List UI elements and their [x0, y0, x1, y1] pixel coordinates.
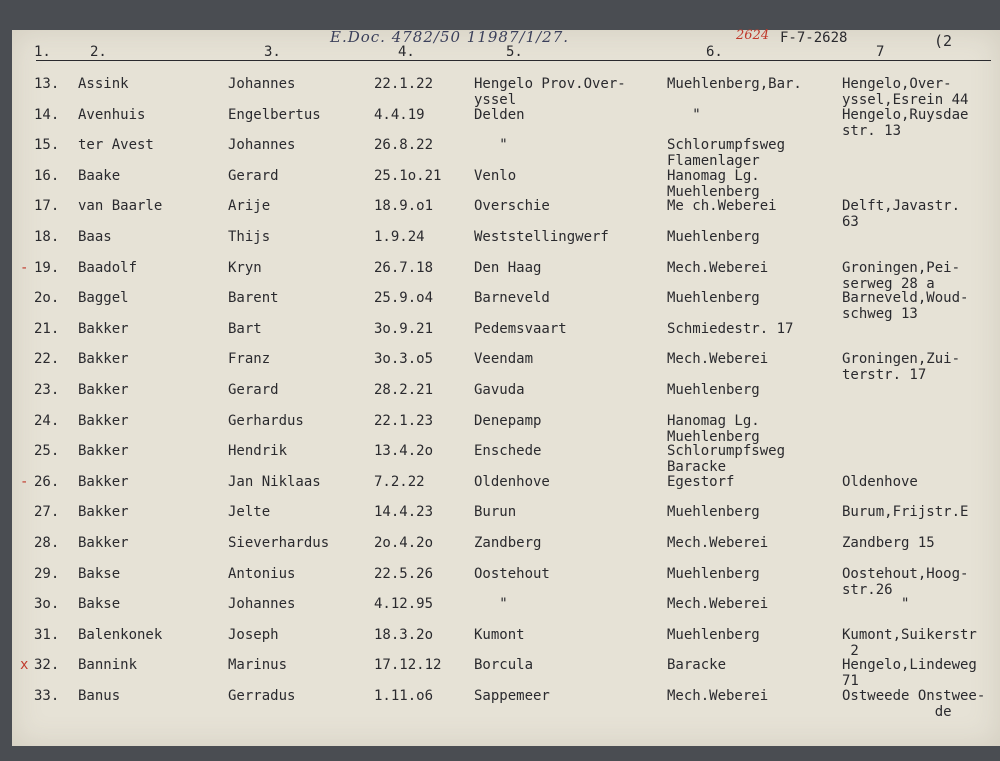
entry-number: 14.: [34, 106, 60, 123]
birthplace: Denepamp: [474, 412, 542, 429]
column-header-5: 5.: [506, 44, 523, 60]
birth-date: 7.2.22: [374, 473, 425, 490]
entry-number: 28.: [34, 535, 60, 551]
birth-date: 1.9.24: [374, 229, 425, 245]
table-row: [12, 566, 1000, 596]
table-row: [12, 351, 1000, 384]
home-address: Zandberg 15: [842, 535, 935, 551]
birth-date: 22.5.26: [374, 565, 434, 582]
entry-number: 2o.: [34, 290, 60, 307]
birth-date: 4.4.19: [374, 106, 425, 123]
given-name: Antonius: [228, 565, 296, 582]
page-number: (2: [934, 32, 953, 50]
surname: Bakker: [78, 320, 129, 337]
home-address: Hengelo,Over- yssel,Esrein 44: [842, 76, 969, 108]
entry-number: 18.: [34, 229, 60, 245]
home-address: Kumont,Suikerstr 2: [842, 626, 977, 659]
surname: Assink: [78, 76, 129, 92]
surname: Avenhuis: [78, 106, 146, 123]
birthplace: Gavuda: [474, 382, 525, 398]
home-address: Groningen,Pei- serweg 28 a: [842, 259, 961, 292]
column-header-3: 3.: [264, 44, 281, 60]
camp-location: Schlorumpfsweg Baracke: [667, 443, 786, 476]
camp-location: Mech.Weberei: [667, 688, 769, 704]
given-name: Gerradus: [228, 688, 296, 704]
given-name: Jan Niklaas: [228, 473, 321, 490]
table-row: [12, 627, 1000, 657]
margin-mark: -: [20, 259, 29, 276]
birthplace: Sappemeer: [474, 688, 550, 704]
entry-number: 23.: [34, 382, 60, 398]
column-header-1: 1.: [34, 44, 51, 60]
birthplace: ": [474, 137, 508, 154]
given-name: Johannes: [228, 137, 296, 154]
entry-number: 16.: [34, 167, 60, 184]
entry-number: 25.: [34, 443, 60, 460]
given-name: Gerard: [228, 167, 279, 184]
given-name: Bart: [228, 320, 262, 337]
birth-date: 4.12.95: [374, 596, 434, 613]
surname: Bakker: [78, 443, 129, 460]
surname: Bakker: [78, 412, 129, 429]
table-row: [12, 382, 1000, 412]
home-address: Ostweede Onstwee- de: [842, 688, 986, 720]
table-row: [12, 76, 1000, 106]
entry-number: 32.: [34, 657, 60, 674]
home-address: Groningen,Zui- terstr. 17: [842, 351, 961, 384]
camp-location: ": [667, 106, 701, 123]
camp-location: Mech.Weberei: [667, 351, 769, 368]
margin-mark: x: [20, 657, 29, 674]
given-name: Sieverhardus: [228, 535, 330, 551]
entry-number: 26.: [34, 473, 60, 490]
surname: Balenkonek: [78, 626, 163, 643]
surname: Bakker: [78, 473, 129, 490]
birthplace: Den Haag: [474, 259, 542, 276]
entry-number: 33.: [34, 688, 60, 704]
column-header-6: 6.: [706, 44, 723, 60]
birthplace: Kumont: [474, 626, 525, 643]
given-name: Jelte: [228, 504, 271, 521]
birthplace: Oostehout: [474, 565, 550, 582]
birthplace: Weststellingwerf: [474, 229, 609, 245]
given-name: Johannes: [228, 596, 296, 613]
surname: Baas: [78, 229, 112, 245]
entry-number: 24.: [34, 412, 60, 429]
birthplace: Venlo: [474, 167, 517, 184]
table-row: [12, 198, 1000, 231]
surname: Baggel: [78, 290, 129, 307]
entry-number: 22.: [34, 351, 60, 368]
table-row: [12, 413, 1000, 443]
birth-date: 28.2.21: [374, 382, 434, 398]
given-name: Thijs: [228, 229, 271, 245]
birth-date: 17.12.12: [374, 657, 442, 674]
camp-location: Muehlenberg: [667, 504, 760, 521]
given-name: Engelbertus: [228, 106, 321, 123]
birth-date: 25.9.o4: [374, 290, 434, 307]
home-address: Hengelo,Ruysdae str. 13: [842, 106, 969, 139]
birthplace: Veendam: [474, 351, 534, 368]
given-name: Arije: [228, 198, 271, 215]
table-row: [12, 504, 1000, 534]
table-row: [12, 535, 1000, 565]
table-row: [12, 474, 1000, 504]
camp-location: Muehlenberg: [667, 565, 760, 582]
camp-location: Muehlenberg: [667, 229, 760, 245]
handwritten-reference: E.Doc. 4782/50 11987/1/27.: [330, 28, 570, 46]
surname: Banus: [78, 688, 121, 704]
camp-location: Schlorumpfsweg Flamenlager: [667, 137, 786, 170]
birth-date: 3o.3.o5: [374, 351, 434, 368]
birth-date: 22.1.23: [374, 412, 434, 429]
document-page: [12, 30, 1000, 746]
camp-location: Muehlenberg: [667, 382, 760, 398]
surname: Baadolf: [78, 259, 138, 276]
birthplace: Borcula: [474, 657, 534, 674]
birth-date: 18.9.o1: [374, 198, 434, 215]
entry-number: 31.: [34, 626, 60, 643]
birth-date: 18.3.2o: [374, 626, 434, 643]
entry-number: 19.: [34, 259, 60, 276]
home-address: Burum,Frijstr.E: [842, 504, 969, 521]
table-row: [12, 229, 1000, 259]
camp-location: Baracke: [667, 657, 727, 674]
table-row: [12, 168, 1000, 198]
home-address: Delft,Javastr. 63: [842, 198, 961, 231]
birth-date: 2o.4.2o: [374, 535, 434, 551]
camp-location: Mech.Weberei: [667, 596, 769, 613]
birthplace: Overschie: [474, 198, 550, 215]
birth-date: 26.7.18: [374, 259, 434, 276]
surname: Bakse: [78, 565, 121, 582]
birth-date: 26.8.22: [374, 137, 434, 154]
table-row: [12, 107, 1000, 137]
camp-location: Schmiedestr. 17: [667, 320, 794, 337]
birthplace: Oldenhove: [474, 473, 550, 490]
home-address: ": [842, 596, 910, 613]
birthplace: Zandberg: [474, 535, 542, 551]
camp-location: Egestorf: [667, 473, 735, 490]
birthplace: Hengelo Prov.Over- yssel: [474, 76, 626, 108]
birth-date: 14.4.23: [374, 504, 434, 521]
birthplace: Delden: [474, 106, 525, 123]
camp-location: Me ch.Weberei: [667, 198, 777, 215]
column-header-7: 7: [876, 44, 885, 60]
entry-number: 27.: [34, 504, 60, 521]
table-row: [12, 596, 1000, 626]
birthplace: Barneveld: [474, 290, 550, 307]
birth-date: 1.11.o6: [374, 688, 434, 704]
entry-number: 29.: [34, 565, 60, 582]
birth-date: 25.1o.21: [374, 167, 442, 184]
given-name: Joseph: [228, 626, 279, 643]
header-rule: [36, 60, 991, 61]
entry-number: 17.: [34, 198, 60, 215]
table-row: [12, 688, 1000, 718]
entry-number: 13.: [34, 76, 60, 92]
birth-date: 13.4.2o: [374, 443, 434, 460]
entry-number: 21.: [34, 320, 60, 337]
surname: Bakker: [78, 535, 129, 551]
camp-location: Muehlenberg,Bar.: [667, 76, 802, 92]
column-header-4: 4.: [398, 44, 415, 60]
table-row: [12, 443, 1000, 476]
surname: van Baarle: [78, 198, 163, 215]
table-row: [12, 260, 1000, 290]
margin-mark: -: [20, 473, 29, 490]
stamp-number: 2624: [736, 28, 770, 43]
camp-location: Mech.Weberei: [667, 535, 769, 551]
birth-date: 3o.9.21: [374, 320, 434, 337]
camp-location: Muehlenberg: [667, 290, 760, 307]
table-row: [12, 657, 1000, 690]
entry-number: 15.: [34, 137, 60, 154]
given-name: Barent: [228, 290, 279, 307]
camp-location: Muehlenberg: [667, 626, 760, 643]
given-name: Johannes: [228, 76, 296, 92]
table-row: [12, 290, 1000, 323]
given-name: Kryn: [228, 259, 262, 276]
surname: Bakker: [78, 351, 129, 368]
table-row: [12, 137, 1000, 170]
home-address: Oldenhove: [842, 473, 918, 490]
birthplace: Pedemsvaart: [474, 320, 567, 337]
given-name: Gerhardus: [228, 412, 304, 429]
camp-location: Hanomag Lg. Muehlenberg: [667, 167, 760, 200]
birthplace: Burun: [474, 504, 517, 521]
surname: Bakker: [78, 504, 129, 521]
birthplace: Enschede: [474, 443, 542, 460]
camp-location: Mech.Weberei: [667, 259, 769, 276]
birth-date: 22.1.22: [374, 76, 434, 92]
document-reference: F-7-2628: [780, 30, 848, 46]
surname: Bakse: [78, 596, 121, 613]
given-name: Franz: [228, 351, 271, 368]
home-address: Oostehout,Hoog- str.26: [842, 565, 969, 598]
surname: ter Avest: [78, 137, 154, 154]
given-name: Hendrik: [228, 443, 288, 460]
surname: Bakker: [78, 382, 129, 398]
table-row: [12, 321, 1000, 351]
given-name: Gerard: [228, 382, 279, 398]
entry-number: 3o.: [34, 596, 60, 613]
given-name: Marinus: [228, 657, 288, 674]
home-address: Barneveld,Woud- schweg 13: [842, 290, 969, 323]
surname: Bannink: [78, 657, 138, 674]
home-address: Hengelo,Lindeweg 71: [842, 657, 977, 690]
birthplace: ": [474, 596, 508, 613]
camp-location: Hanomag Lg. Muehlenberg: [667, 412, 760, 445]
column-header-2: 2.: [90, 44, 107, 60]
surname: Baake: [78, 167, 121, 184]
